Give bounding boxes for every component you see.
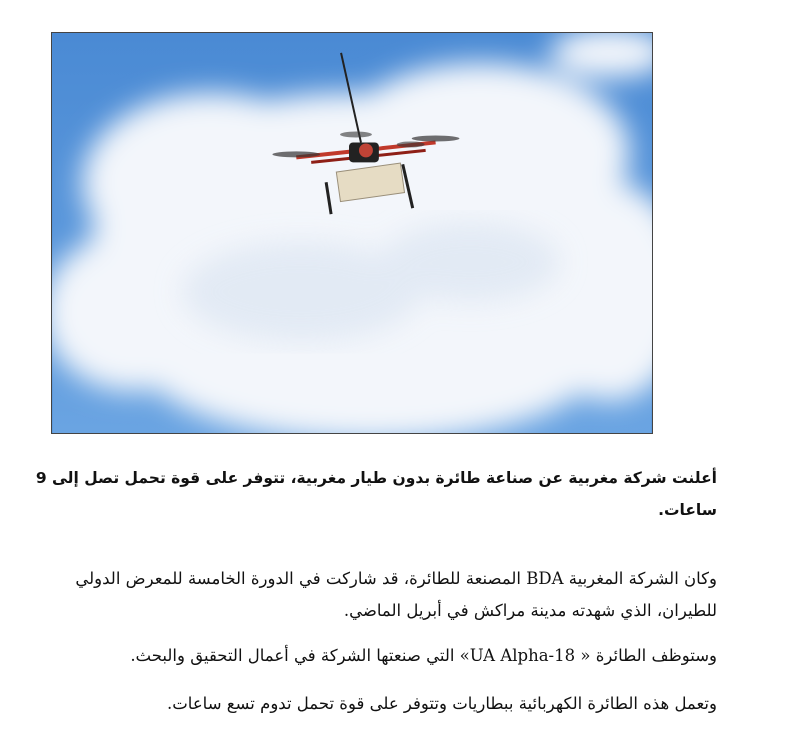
article-photo xyxy=(51,32,653,434)
article-paragraph: وكان الشركة المغربية BDA المصنعة للطائرة، قد شاركت في الدورة الخامسة للمعرض الدولي للطيران، الذي شهدته مدينة مراكش في أبريل الماضي. xyxy=(75,569,717,620)
article-paragraph: وتعمل هذه الطائرة الكهربائية ببطاريات وتتوفر على قوة تحمل تدوم تسع ساعات. xyxy=(167,694,717,713)
article-paragraph: وستوظف الطائرة « UA Alpha-18» التي صنعتها الشركة في أعمال التحقيق والبحث. xyxy=(130,646,717,665)
drone-photo-illustration xyxy=(52,33,652,433)
article-lead: أعلنت شركة مغربية عن صناعة طائرة بدون طيار مغربية، تتوفر على قوة تحمل تصل إلى 9 ساعات. xyxy=(35,469,717,519)
